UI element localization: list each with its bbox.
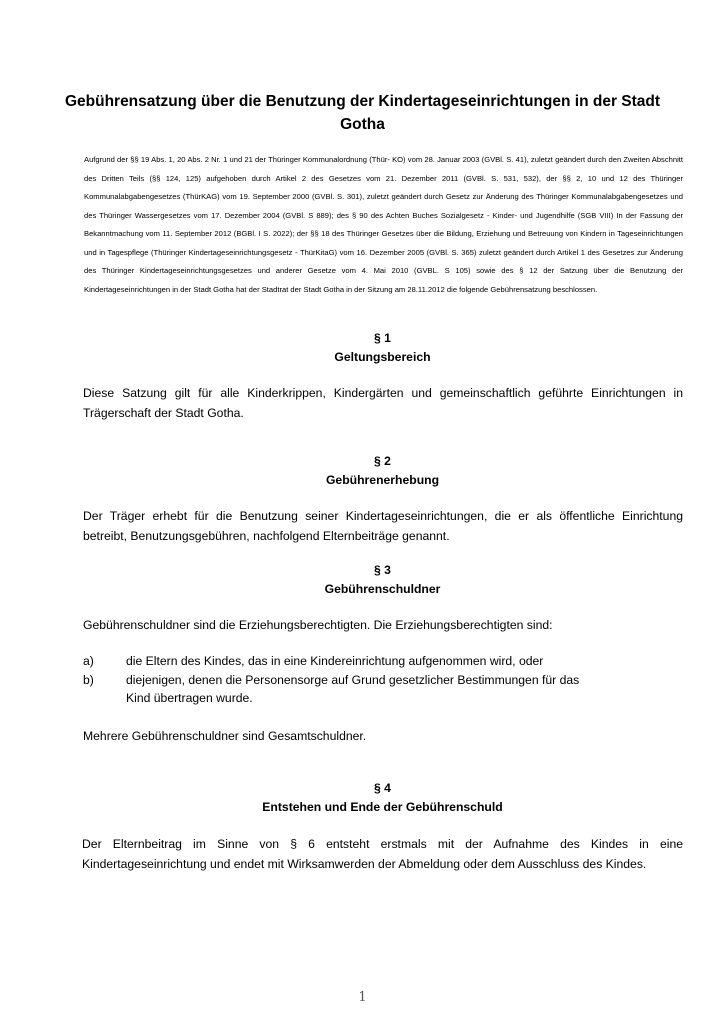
- section-3-text: Gebührenschuldner sind die Erziehungsberechtigten. Die Erziehungsberechtigten sind:: [83, 618, 553, 632]
- section-title: Gebührenschuldner: [324, 581, 441, 596]
- section-number: § 2: [374, 454, 391, 468]
- section-title: Gebührenerhebung: [325, 472, 440, 487]
- section-4-text: Der Elternbeitrag im Sinne von § 6 entsteht erstmals mit der Aufnahme des Kindes in eine Kindertageseinrichtung und endet mit Wirksamwerden der Abmeldung oder dem Ausschluss des Kindes.: [82, 837, 683, 871]
- preamble-paragraph: Aufgrund der §§ 19 Abs. 1, 20 Abs. 2 Nr. 1 und 21 der Thüringer Kommunalordnung (Thür- KO) vom 28. Januar 2003 (GVBl. S. 41), zuletzt geändert durch den Zweiten Abschnitt des Dritten Teils (§§ 124, 125) aufgehoben durch Artikel 2 des Gesetzes vom 21. Dezember 2011 (GVBl. S. 531, 532), der §§ 2, 10 und 12 des Thüringer Kommunalabgabengesetzes (ThürKAG) vom 19. September 2000 (GVBl. S. 301), zuletzt geändert durch Gesetz zur Änderung des Thüringer Kommunalabgabengesetzes und des Thüringer Wassergesetzes vom 17. Dezember 2004 (GVBl. S 889); des § 90 des Achten Buches Sozialgesetz - Kinder- und Jugendhilfe (SGB VIII) In der Fassung der Bekanntmachung vom 11. September 2012 (BGBl. I S. 2022); der §§ 18 des Thüringer Gesetzes über die Bildung, Erziehung und Betreuung von Kindern in Tageseinrichtungen und in Tagespflege (Thüringer Kindertageseinrichtungsgesetz - ThürKitaG) vom 16. Dezember 2005 (GVBl. S. 365) zuletzt geändert durch Artikel 1 des Gesetzes zur Änderung des Thüringer Kindertageseinrichtungsgesetzes und anderer Gesetze vom 4. Mai 2010 (GVBL. S 105) sowie des § 12 der Satzung über die Benutzung der Kindertageseinrichtungen in der Stadt Gotha hat der Stadtrat der Stadt Gotha in der Sitzung am 28.11.2012 die folgende Gebührensatzung beschlossen.: [84, 155, 683, 294]
- section-3-closing: Mehrere Gebührenschuldner sind Gesamtschuldner.: [83, 729, 367, 743]
- section-2-heading: [60, 452, 705, 489]
- section-title: Entstehen und Ende der Gebührenschuld: [262, 799, 503, 814]
- list-item: [83, 671, 683, 708]
- list-marker: a): [83, 654, 94, 668]
- section-1-heading: [60, 329, 705, 366]
- document-title: Gebührensatzung über die Benutzung der Kindertageseinrichtungen in der Stadt Gotha: [64, 93, 661, 133]
- section-3-heading: [60, 561, 705, 598]
- section-number: § 4: [374, 781, 391, 795]
- section-4-heading: [60, 779, 705, 816]
- list-item: [83, 652, 683, 671]
- list-item-text: diejenigen, denen die Personensorge auf Grund gesetzlicher Bestimmungen für das Kind übertragen wurde.: [126, 672, 580, 705]
- section-number: § 3: [374, 563, 391, 577]
- section-1-text: Diese Satzung gilt für alle Kinderkrippen, Kindergärten und gemeinschaftlich geführte Einrichtungen in Trägerschaft der Stadt Gotha.: [83, 386, 683, 420]
- section-2-text: Der Träger erhebt für die Benutzung seiner Kindertageseinrichtungen, die er als öffentliche Einrichtung betreibt, Benutzungsgebühren, nachfolgend Elternbeiträge genannt.: [83, 509, 683, 543]
- section-title: Geltungsbereich: [334, 349, 431, 364]
- list-marker: b): [83, 672, 94, 687]
- list-item-text: die Eltern des Kindes, das in eine Kindereinrichtung aufgenommen wird, oder: [126, 654, 544, 668]
- section-number: § 1: [374, 331, 391, 345]
- page-number: 1: [358, 990, 367, 1005]
- section-3-list: [83, 652, 683, 708]
